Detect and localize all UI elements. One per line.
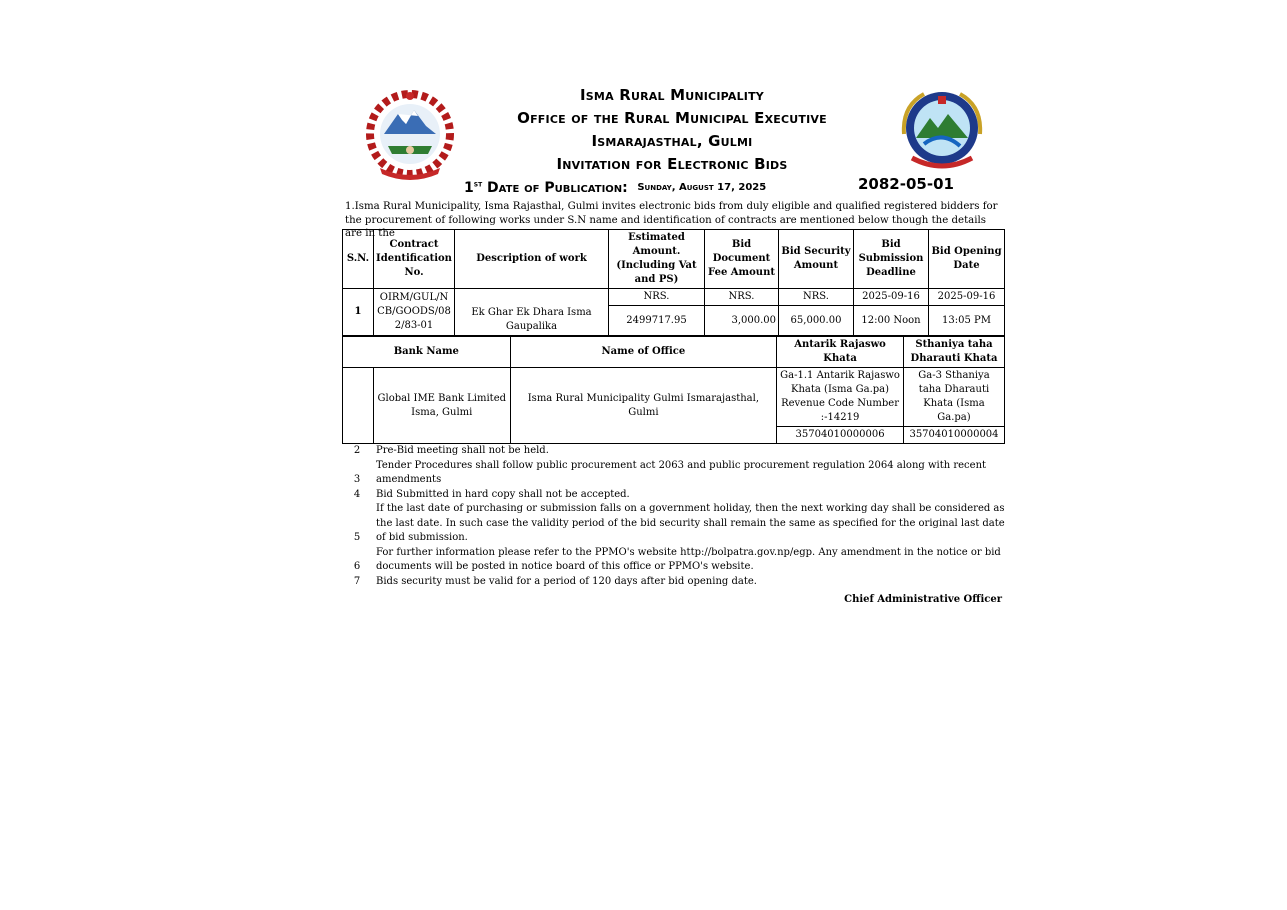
sthaniya-account-number: 35704010000004 — [903, 427, 1004, 444]
note-number: 3 — [353, 474, 361, 485]
bid-table-header-row — [343, 230, 1005, 289]
header-sn: S.N. — [343, 230, 374, 289]
list-item — [342, 444, 1006, 459]
list-item — [342, 575, 1006, 590]
note-number: 7 — [353, 575, 361, 587]
header-opening-date: Bid Opening Date — [929, 230, 1005, 289]
list-item — [342, 488, 1006, 503]
title-block — [462, 84, 882, 176]
bank-table — [342, 336, 1005, 444]
location-title: Ismarajasthal, Gulmi — [591, 132, 753, 150]
note-text: Tender Procedures shall follow public procurement act 2063 and public procurement regulation 2064 along with recent amendments — [376, 459, 987, 485]
header-office-name: Name of Office — [510, 337, 776, 368]
note-number: 6 — [353, 561, 361, 572]
invitation-title: Invitation for Electronic Bids — [556, 155, 788, 173]
note-text: For further information please refer to the PPMO's website http://bolpatra.gov.np/egp. Any amendment in the notice or bid documents will be posted in notice board of this office or PPMO's website. — [376, 546, 1001, 572]
bank-table-header-row — [343, 337, 1005, 368]
publication-date: Sunday, August 17, 2025 — [637, 182, 767, 193]
office-title: Office of the Rural Municipal Executive — [517, 109, 827, 127]
row-security-unit: NRS. — [779, 289, 854, 306]
header-security-amount: Bid Security Amount — [779, 230, 854, 289]
notes-list — [342, 444, 1006, 589]
row-sn: 1 — [343, 289, 374, 336]
nepal-emblem-icon — [358, 90, 462, 182]
header-contract-id: Contract Identification No. — [374, 230, 455, 289]
header-estimated-amount: Estimated Amount.(Including Vat and PS) — [609, 230, 705, 289]
row-deadline-date: 2025-09-16 — [854, 289, 929, 306]
list-item — [342, 546, 1006, 575]
intro-paragraph: 1.Isma Rural Municipality, Isma Rajasthal, Gulmi invites electronic bids from duly eligible and qualified registered bidders for the procurement of following works under S.N name and identification of contracts are mentioned below though the details are in the — [345, 201, 998, 239]
office-name: Isma Rural Municipality Gulmi Ismarajasthal, Gulmi — [510, 368, 776, 444]
notice-page — [342, 82, 1006, 605]
note-number: 5 — [353, 532, 361, 543]
header-antarik-khata: Antarik Rajaswo Khata — [777, 337, 904, 368]
empty-cell — [343, 368, 374, 444]
list-item — [342, 459, 1006, 488]
notice-header — [342, 82, 1006, 202]
note-text: Pre-Bid meeting shall not be held. — [376, 445, 549, 456]
municipality-title: Isma Rural Municipality — [580, 86, 764, 104]
nepali-date: 2082-05-01 — [858, 175, 954, 193]
header-description: Description of work — [455, 230, 609, 289]
row-estimated-amount: 2499717.95 — [609, 306, 705, 336]
publication-ordinal-suffix: st — [473, 179, 483, 190]
note-text: Bids security must be valid for a period of 120 days after bid opening date. — [376, 575, 757, 587]
header-fee-amount: Bid Document Fee Amount — [705, 230, 779, 289]
antarik-description: Ga-1.1 Antarik Rajaswo Khata (Isma Ga.pa) Revenue Code Number :-14219 — [777, 368, 904, 427]
table-row — [343, 289, 1005, 306]
header-submission-deadline: Bid Submission Deadline — [854, 230, 929, 289]
signature: Chief Administrative Officer — [844, 594, 1002, 605]
list-item — [342, 502, 1006, 546]
header-bank-name: Bank Name — [343, 337, 511, 368]
publication-date-row — [464, 177, 984, 196]
municipality-logo-icon — [894, 86, 990, 176]
row-description: Ek Ghar Ek Dhara Isma Gaupalika — [455, 289, 609, 336]
note-number: 2 — [353, 445, 361, 456]
row-deadline-time: 12:00 Noon — [854, 306, 929, 336]
note-number: 4 — [353, 488, 361, 500]
note-text: Bid Submitted in hard copy shall not be accepted. — [376, 488, 630, 500]
bank-name: Global IME Bank Limited Isma, Gulmi — [373, 368, 510, 444]
row-fee-amount: 3,000.00 — [705, 306, 779, 336]
note-text: If the last date of purchasing or submission falls on a government holiday, then the next working day shall be considered as the last date. In such case the validity period of the bid security shall remain the same as specified for the original last date of bid submission. — [376, 503, 1005, 543]
publication-label — [464, 180, 628, 196]
row-opening-date: 2025-09-16 — [929, 289, 1005, 306]
header-sthaniya-khata: Sthaniya taha Dharauti Khata — [903, 337, 1004, 368]
table-row — [343, 368, 1005, 427]
publication-label-text: Date of Publication: — [487, 180, 628, 196]
row-estimated-unit: NRS. — [609, 289, 705, 306]
antarik-account-number: 35704010000006 — [777, 427, 904, 444]
bid-table — [342, 229, 1005, 336]
row-fee-unit: NRS. — [705, 289, 779, 306]
row-security-amount: 65,000.00 — [779, 306, 854, 336]
publication-ordinal: 1 — [464, 180, 474, 196]
row-opening-time: 13:05 PM — [929, 306, 1005, 336]
sthaniya-description: Ga-3 Sthaniya taha Dharauti Khata (Isma Ga.pa) — [903, 368, 1004, 427]
row-contract-id: OIRM/GUL/NCB/GOODS/082/83-01 — [374, 289, 455, 336]
